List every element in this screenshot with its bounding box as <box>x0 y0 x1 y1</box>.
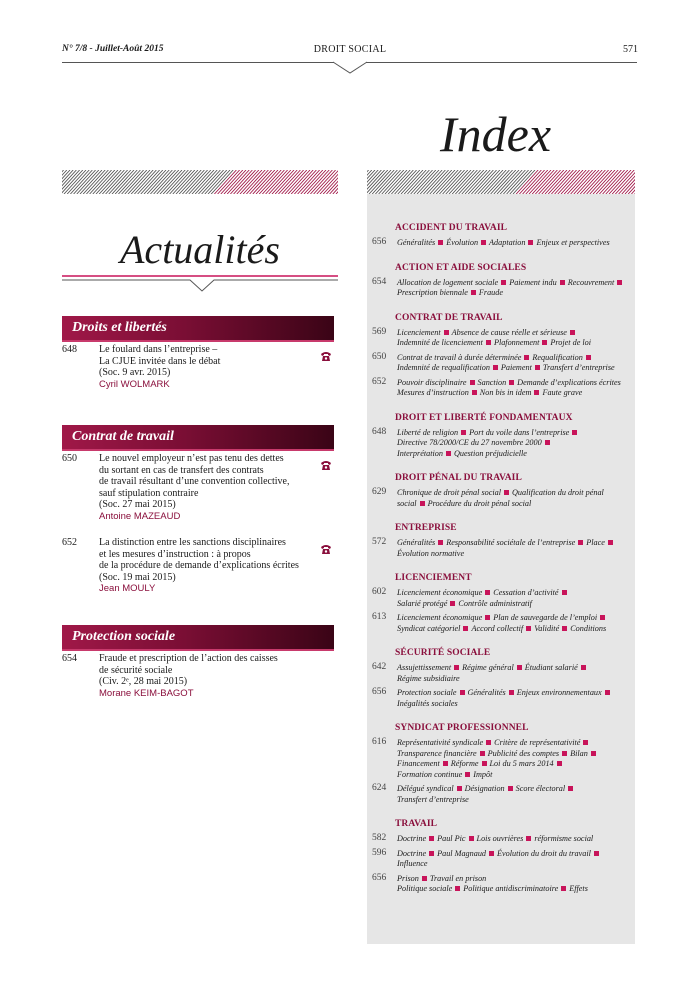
index-keyword: Enjeux environnementaux <box>516 688 602 697</box>
journal-name: DROIT SOCIAL <box>313 44 387 55</box>
article-line: et les mesures d’instruction : à propos <box>99 548 251 560</box>
index-keyword-line <box>397 859 629 870</box>
index-keyword: Doctrine <box>397 848 427 858</box>
index-keyword: Accord collectif <box>471 623 524 633</box>
bullet-square-icon <box>534 390 539 395</box>
article-body <box>99 653 324 699</box>
index-category: CONTRAT DE TRAVAIL <box>395 312 503 323</box>
bullet-square-icon <box>617 280 622 285</box>
bullet-square-icon <box>509 380 514 385</box>
index-keyword: Recouvrement <box>567 277 615 287</box>
index-keyword-line <box>397 613 629 624</box>
index-page-number[interactable]: 616 <box>372 737 387 747</box>
article-body <box>99 537 324 595</box>
bullet-square-icon <box>568 786 573 791</box>
index-keyword: Interprétation <box>397 448 443 458</box>
index-keyword-line <box>397 588 629 599</box>
index-keyword-line <box>397 288 629 299</box>
bullet-square-icon <box>562 626 567 631</box>
index-keyword: Travail en prison <box>429 873 487 883</box>
index-keyword: réformisme social <box>534 834 594 843</box>
index-keyword-line <box>397 770 629 781</box>
article-author: Antoine MAZEAUD <box>99 510 181 522</box>
index-keyword: Généralités <box>397 538 436 547</box>
bullet-square-icon <box>486 340 491 345</box>
article-line: de sécurité sociale <box>99 664 173 676</box>
index-keyword: Loi du 5 mars 2014 <box>489 759 554 768</box>
index-keyword: Place <box>586 538 605 547</box>
index-keyword-line <box>397 538 629 549</box>
index-keyword: Contrôle administratif <box>458 598 532 608</box>
index-keyword-line <box>397 278 629 289</box>
index-keyword: Pouvoir disciplinaire <box>397 377 467 387</box>
index-keyword-line <box>397 438 629 449</box>
index-keyword: Faute grave <box>542 388 583 397</box>
index-keyword: Politique sociale <box>397 884 453 893</box>
article-line: (Soc. 27 mai 2015) <box>99 499 176 510</box>
article-line: sauf stipulation contraire <box>99 487 199 499</box>
bullet-square-icon <box>562 751 567 756</box>
bullet-square-icon <box>583 740 588 745</box>
issue-label: N° 7/8 - Juillet-Août 2015 <box>62 44 164 54</box>
bullet-square-icon <box>493 365 498 370</box>
index-keyword: Transparence financière <box>397 748 477 758</box>
index-keyword-line <box>397 688 629 699</box>
index-title: Index <box>440 106 552 162</box>
bullet-square-icon <box>454 665 459 670</box>
bullet-square-icon <box>429 851 434 856</box>
index-category: SYNDICAT PROFESSIONNEL <box>395 723 529 733</box>
index-keyword: Régime général <box>462 663 514 672</box>
bullet-square-icon <box>557 761 562 766</box>
index-keyword: Évolution <box>446 238 479 247</box>
bullet-square-icon <box>572 430 577 435</box>
index-page-number[interactable]: 596 <box>372 847 387 858</box>
article-page-number: 648 <box>62 344 77 355</box>
bullet-square-icon <box>481 240 486 245</box>
article-author: Morane KEIM-BAGOT <box>99 687 194 699</box>
article-line: du sortant en cas de transfert des contrats <box>99 464 264 476</box>
index-page-number[interactable]: 650 <box>372 351 387 362</box>
bullet-square-icon <box>508 786 513 791</box>
section-bar-underline <box>62 649 334 651</box>
index-keyword: Responsabilité sociétale de l’entreprise <box>446 538 576 547</box>
index-keyword: Port du voile dans l’entreprise <box>469 427 570 437</box>
bullet-square-icon <box>420 501 425 506</box>
index-keyword: Score électoral <box>515 784 566 793</box>
article-author: Jean MOULY <box>99 583 156 594</box>
index-keyword: social <box>397 498 417 508</box>
bullet-square-icon <box>450 601 455 606</box>
bullet-square-icon <box>463 626 468 631</box>
article-line: de la procédure de demande d’explications écrites <box>99 560 299 571</box>
bullet-square-icon <box>485 615 490 620</box>
index-page-number[interactable]: 602 <box>372 587 387 597</box>
bullet-square-icon <box>509 690 514 695</box>
index-page-number[interactable]: 624 <box>372 783 387 793</box>
index-page-number[interactable]: 613 <box>372 612 387 622</box>
index-keyword: Prescription biennale <box>397 288 468 297</box>
section-bar: Droits et libertés <box>62 316 334 340</box>
bullet-square-icon <box>486 740 491 745</box>
index-keyword-line <box>397 874 629 885</box>
index-category: ACTION ET AIDE SOCIALES <box>395 262 527 273</box>
section-bar: Contrat de travail <box>62 425 334 449</box>
index-category: SÉCURITÉ SOCIALE <box>395 648 491 658</box>
index-keyword: Protection sociale <box>397 688 457 697</box>
bullet-square-icon <box>524 355 529 360</box>
index-category: LICENCIEMENT <box>395 573 472 583</box>
index-keyword: Réforme <box>450 759 479 768</box>
index-keyword: Régime subsidiaire <box>397 673 460 683</box>
bullet-square-icon <box>526 836 531 841</box>
article-line: de travail résultant d’une convention collective, <box>99 476 290 487</box>
index-keyword: Paul Pic <box>437 834 466 843</box>
bullet-square-icon <box>504 490 509 495</box>
bullet-square-icon <box>562 590 567 595</box>
index-keyword: Chronique de droit pénal social <box>397 488 502 497</box>
index-keyword-line <box>397 353 629 364</box>
index-keyword: Paul Magnaud <box>437 848 487 858</box>
index-keyword: Étudiant salarié <box>524 663 578 672</box>
article-body <box>99 344 324 390</box>
index-keyword-line <box>397 378 629 389</box>
index-category: DROIT ET LIBERTÉ FONDAMENTAUX <box>395 412 573 423</box>
index-keyword: Paiement <box>500 363 532 372</box>
index-keyword: Bilan <box>570 748 588 758</box>
index-keyword: Non bis in idem <box>479 388 532 397</box>
index-keyword-line <box>397 599 629 610</box>
index-keyword: Syndicat catégoriel <box>397 623 461 633</box>
bullet-square-icon <box>517 665 522 670</box>
index-keyword-line <box>397 449 629 460</box>
index-keyword-line <box>397 759 629 770</box>
index-keyword-line <box>397 363 629 374</box>
index-keyword: Inégalités sociales <box>397 698 458 708</box>
index-keyword-line <box>397 328 629 339</box>
telephone-icon <box>320 543 332 555</box>
hatch-band-left <box>62 170 338 194</box>
article-line: Le foulard dans l’entreprise – <box>99 344 218 355</box>
bullet-square-icon <box>561 886 566 891</box>
index-keyword-line <box>397 834 629 845</box>
bullet-square-icon <box>526 626 531 631</box>
index-keyword: Généralités <box>397 238 436 247</box>
index-keyword-line <box>397 738 629 749</box>
index-keyword: Prison <box>397 873 419 883</box>
index-category: ACCIDENT DU TRAVAIL <box>395 223 508 233</box>
article-page-number: 650 <box>62 453 77 464</box>
bullet-square-icon <box>570 330 575 335</box>
index-page-number[interactable]: 656 <box>372 237 387 247</box>
bullet-square-icon <box>460 690 465 695</box>
index-keyword-line <box>397 499 629 510</box>
index-page-number[interactable]: 648 <box>372 426 387 437</box>
bullet-square-icon <box>429 836 434 841</box>
index-keyword: Formation continue <box>397 769 463 779</box>
index-keyword: Licenciement économique <box>397 613 483 622</box>
index-category: ENTREPRISE <box>395 523 457 533</box>
bullet-square-icon <box>560 280 565 285</box>
bullet-square-icon <box>461 430 466 435</box>
index-keyword-line <box>397 388 629 399</box>
bullet-square-icon <box>535 365 540 370</box>
index-keyword-line <box>397 663 629 674</box>
index-keyword-line <box>397 238 629 249</box>
index-keyword: Contrat de travail à durée déterminée <box>397 352 522 362</box>
index-keyword: Évolution normative <box>397 548 465 558</box>
bullet-square-icon <box>480 751 485 756</box>
index-page-number[interactable]: 652 <box>372 376 387 387</box>
article-line: La CJUE invitée dans le débat <box>99 355 221 367</box>
bullet-square-icon <box>457 786 462 791</box>
section-bar-underline <box>62 449 334 451</box>
index-category: TRAVAIL <box>395 819 438 829</box>
index-keyword: Généralités <box>467 688 506 697</box>
bullet-square-icon <box>469 836 474 841</box>
index-keyword-line <box>397 674 629 685</box>
index-keyword: Doctrine <box>397 834 427 843</box>
index-keyword: Qualification du droit pénal <box>512 488 604 497</box>
index-keyword: Impôt <box>473 769 493 779</box>
index-keyword: Paiement indu <box>509 277 557 287</box>
header-notch-icon <box>0 61 700 75</box>
bullet-square-icon <box>605 690 610 695</box>
bullet-square-icon <box>578 540 583 545</box>
index-keyword: Indemnité de requalification <box>397 363 490 372</box>
page-number: 571 <box>623 44 638 55</box>
index-keyword: Question préjudicielle <box>453 448 527 458</box>
bullet-square-icon <box>438 540 443 545</box>
hatch-band-right <box>367 170 635 194</box>
bullet-square-icon <box>594 851 599 856</box>
article-line: (Soc. 9 avr. 2015) <box>99 367 171 378</box>
bullet-square-icon <box>471 290 476 295</box>
article-body <box>99 453 324 522</box>
index-keyword-line <box>397 699 629 710</box>
article-line: Fraude et prescription de l’action des caisses <box>99 653 278 664</box>
index-keyword-line <box>397 749 629 760</box>
index-keyword: Procédure du droit pénal social <box>427 498 532 508</box>
section-bar-underline <box>62 340 334 342</box>
index-page-number[interactable]: 642 <box>372 662 387 672</box>
index-keyword: Indemnité de licenciement <box>397 338 483 347</box>
actualites-rule <box>62 272 338 296</box>
bullet-square-icon <box>465 772 470 777</box>
bullet-square-icon <box>438 240 443 245</box>
bullet-square-icon <box>581 665 586 670</box>
bullet-square-icon <box>455 886 460 891</box>
bullet-square-icon <box>470 380 475 385</box>
bullet-square-icon <box>501 280 506 285</box>
index-keyword-line <box>397 488 629 499</box>
index-keyword: Projet de loi <box>550 338 592 347</box>
index-keyword: Cessation d’activité <box>493 588 559 597</box>
article-page-number: 652 <box>62 537 77 548</box>
index-panel <box>367 194 635 944</box>
index-keyword: Allocation de logement sociale <box>397 277 499 287</box>
bullet-square-icon <box>586 355 591 360</box>
bullet-square-icon <box>446 451 451 456</box>
article-line: (Soc. 19 mai 2015) <box>99 571 176 583</box>
index-keyword: Salarié protégé <box>397 598 448 608</box>
bullet-square-icon <box>422 876 427 881</box>
index-keyword: Transfert d’entreprise <box>397 794 469 804</box>
index-keyword-line <box>397 795 629 806</box>
index-keyword: Lois ouvrières <box>476 834 524 843</box>
index-keyword: Licenciement économique <box>397 588 483 597</box>
index-keyword: Plafonnement <box>493 338 540 347</box>
index-page-number[interactable]: 656 <box>372 872 387 883</box>
index-keyword-line <box>397 338 629 349</box>
index-keyword: Désignation <box>464 784 505 793</box>
index-keyword: Politique antidiscriminatoire <box>463 884 559 893</box>
bullet-square-icon <box>489 851 494 856</box>
index-keyword: Liberté de religion <box>397 427 459 437</box>
index-keyword: Demande d’explications écrites <box>517 377 621 387</box>
bullet-square-icon <box>443 761 448 766</box>
bullet-square-icon <box>472 390 477 395</box>
index-keyword-line <box>397 884 629 895</box>
index-page-number[interactable]: 572 <box>372 537 387 547</box>
index-keyword: Assujettissement <box>397 663 452 672</box>
article-line: (Civ. 2ᵉ, 28 mai 2015) <box>99 676 188 687</box>
index-page-number[interactable]: 569 <box>372 326 387 337</box>
telephone-icon <box>320 459 332 471</box>
telephone-icon <box>320 350 332 362</box>
index-page-number[interactable]: 582 <box>372 833 387 843</box>
bullet-square-icon <box>545 440 550 445</box>
index-keyword: Sanction <box>477 377 507 387</box>
index-keyword: Critère de représentativité <box>494 738 581 747</box>
index-keyword: Évolution du droit du travail <box>497 848 591 858</box>
actualites-title: Actualités <box>120 227 280 272</box>
index-keyword: Plan de sauvegarde de l’emploi <box>493 613 598 622</box>
index-keyword: Publicité des comptes <box>487 748 560 758</box>
index-keyword: Effets <box>569 884 588 893</box>
index-category: DROIT PÉNAL DU TRAVAIL <box>395 473 522 483</box>
index-keyword: Transfert d’entreprise <box>542 363 615 372</box>
index-keyword: Financement <box>397 759 440 768</box>
index-keyword: Fraude <box>478 288 503 297</box>
bullet-square-icon <box>608 540 613 545</box>
bullet-square-icon <box>542 340 547 345</box>
bullet-square-icon <box>591 751 596 756</box>
bullet-square-icon <box>600 615 605 620</box>
index-page-number[interactable]: 629 <box>372 487 387 497</box>
index-keyword-line <box>397 428 629 439</box>
index-keyword-line <box>397 624 629 635</box>
index-keyword: Conditions <box>570 623 607 633</box>
article-author: Cyril WOLMARK <box>99 378 170 390</box>
index-keyword: Directive 78/2000/CE du 27 novembre 2000 <box>397 438 542 447</box>
index-keyword: Licenciement <box>397 327 441 337</box>
section-bar: Protection sociale <box>62 625 334 649</box>
index-keyword: Enjeux et perspectives <box>536 238 610 247</box>
bullet-square-icon <box>485 590 490 595</box>
index-keyword: Absence de cause réelle et sérieuse <box>451 327 567 337</box>
bullet-square-icon <box>528 240 533 245</box>
article-line: La distinction entre les sanctions disciplinaires <box>99 537 286 548</box>
bullet-square-icon <box>482 761 487 766</box>
index-keyword: Représentativité syndicale <box>397 738 484 747</box>
index-page-number[interactable]: 654 <box>372 276 387 287</box>
index-keyword: Délégué syndical <box>397 784 454 793</box>
index-keyword: Mesures d’instruction <box>397 388 469 397</box>
index-keyword-line <box>397 784 629 795</box>
article-page-number: 654 <box>62 653 77 664</box>
index-keyword-line <box>397 549 629 560</box>
article-line: Le nouvel employeur n’est pas tenu des dettes <box>99 453 284 464</box>
index-keyword: Requalification <box>532 352 583 362</box>
bullet-square-icon <box>444 330 449 335</box>
index-keyword: Validité <box>534 623 560 633</box>
index-keyword: Adaptation <box>489 238 526 247</box>
index-page-number[interactable]: 656 <box>372 687 387 697</box>
index-keyword: Influence <box>397 859 428 868</box>
index-keyword-line <box>397 849 629 860</box>
